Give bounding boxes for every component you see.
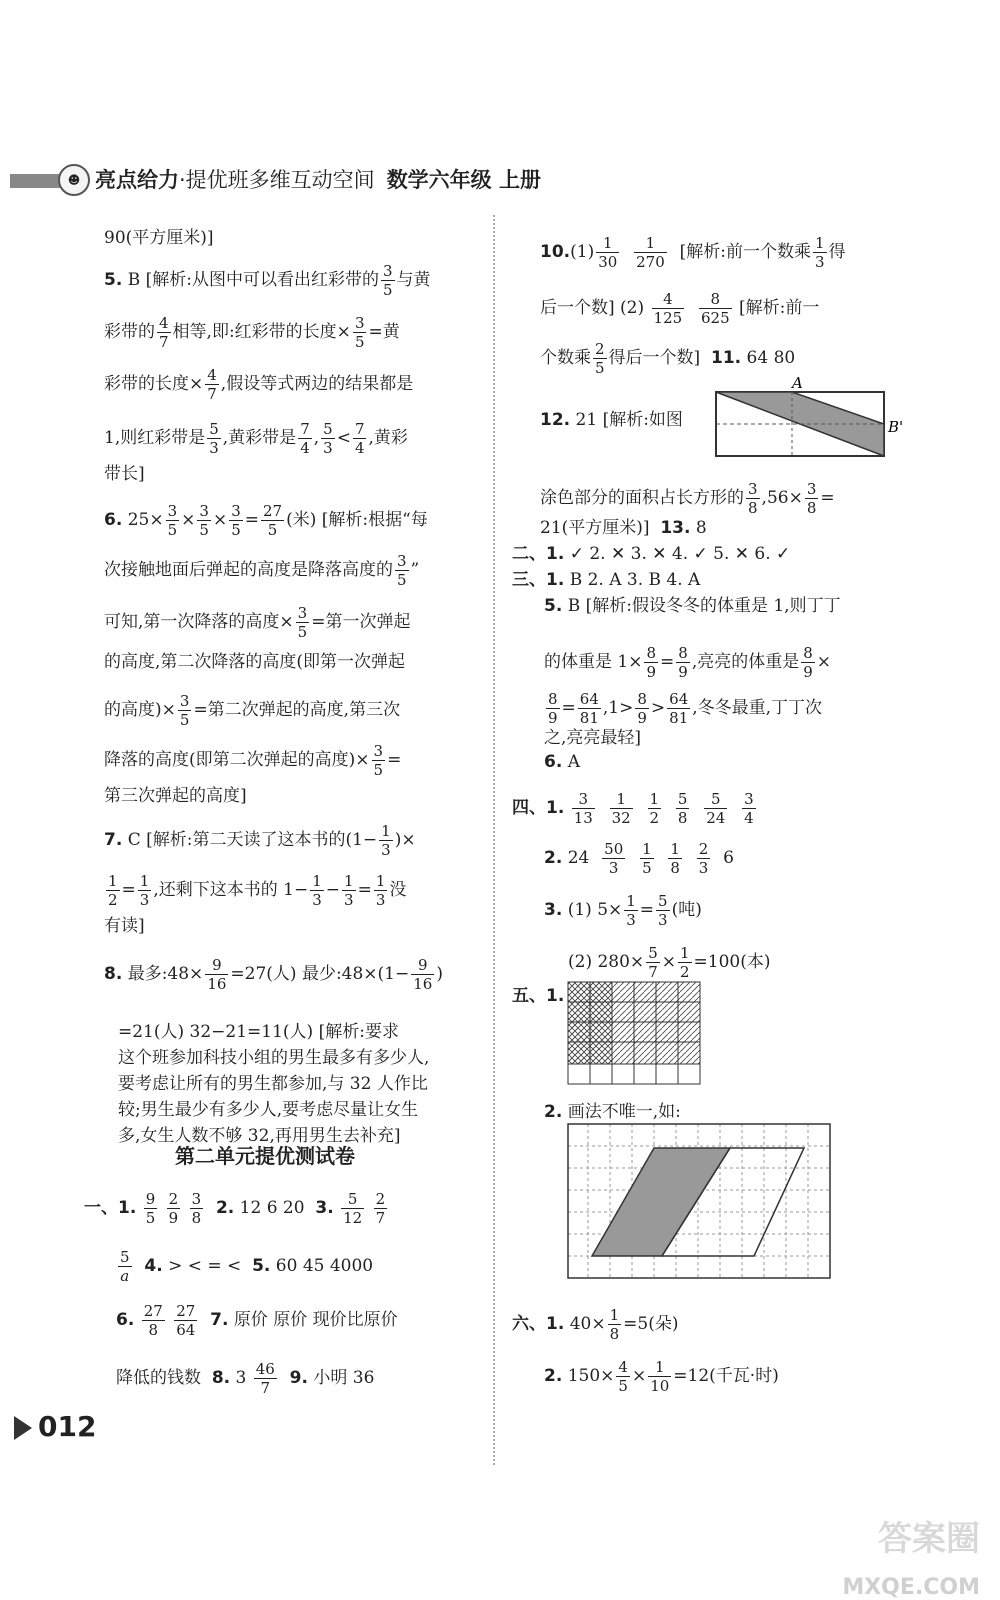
fraction-numerator: 4 — [618, 1358, 628, 1376]
answer-5-line4: 1,则红彩带是 $\frac{5}{3}$ ,黄彩带是 $\frac{7}{4}$ , $\frac{5}{3}$ < $\frac{7}{4}$ ,黄彩 — [104, 420, 408, 457]
fraction — [261, 502, 284, 539]
fraction-denominator: 3 — [323, 439, 333, 457]
part3-line6: 6. A — [544, 752, 580, 772]
part1-line4: 降低的钱数 8. 3 $\frac{46}{7}$ 9. 小明 36 — [116, 1360, 375, 1397]
answer-12-line3: 21(平方厘米)] 13. 8 — [540, 518, 707, 538]
fraction — [572, 790, 595, 827]
fraction-denominator: 7 — [207, 385, 217, 403]
fraction-numerator: 5 — [120, 1248, 130, 1266]
fraction-denominator: 5 — [167, 521, 178, 539]
fraction — [411, 956, 434, 993]
fraction-numerator: 5 — [341, 1190, 364, 1209]
fraction — [593, 340, 607, 377]
answer-10-line2: 后一个数] (2) $\frac{4}{125}$ $\frac{8}{625}$ [解析:前一 — [540, 290, 820, 327]
fraction-denominator: 3 — [344, 891, 354, 909]
answer-8-line5: 较;男生最少有多少人,要考虑尽量让女生 — [118, 1100, 419, 1120]
fraction-numerator: 3 — [382, 262, 393, 280]
fraction — [167, 1190, 181, 1227]
fraction — [106, 872, 120, 909]
column-divider — [493, 215, 495, 1465]
fraction-denominator: 5 — [618, 1377, 628, 1395]
part5-line2: 2. 画法不唯一,如: — [544, 1102, 681, 1122]
fraction-numerator: 5 — [677, 790, 688, 808]
fraction — [190, 1190, 204, 1227]
fraction-numerator: 1 — [610, 790, 633, 809]
fraction-denominator: 30 — [598, 253, 618, 271]
fraction-denominator: 10 — [650, 1377, 670, 1395]
fraction — [353, 314, 367, 351]
fraction-numerator: 3 — [191, 1190, 202, 1208]
fraction — [342, 872, 356, 909]
fraction-denominator: 3 — [139, 891, 150, 909]
rectangle-figure — [712, 376, 912, 466]
fraction-numerator: 27 — [262, 502, 283, 520]
fraction-denominator: 3 — [381, 841, 391, 859]
fraction — [321, 420, 335, 457]
fraction-denominator: 5 — [373, 761, 384, 779]
fraction-numerator: 3 — [167, 502, 178, 520]
answer-5-line1: 5. B [解析:从图中可以看出红彩带的 $\frac{3}{5}$ 与黄 — [104, 262, 431, 299]
fraction-numerator: 1 — [609, 1306, 620, 1324]
fraction-numerator: 4 — [207, 366, 217, 384]
grid-figure-2 — [566, 1122, 836, 1282]
answer-6-line4: 的高度,第二次降落的高度(即第一次弹起 — [104, 652, 406, 672]
fraction-numerator: 8 — [678, 644, 688, 662]
fraction-numerator: 50 — [604, 840, 624, 858]
fraction-denominator: 7 — [375, 1209, 386, 1227]
fraction-denominator: 5 — [354, 333, 365, 351]
fraction — [205, 956, 228, 993]
fraction — [207, 420, 221, 457]
fraction-numerator: 5 — [209, 420, 219, 438]
part1-line3: 6. $\frac{27}{8}$ $\frac{27}{64}$ 7. 原价 原价 现价比原价 — [116, 1302, 398, 1339]
fraction-denominator: 7 — [159, 333, 169, 351]
fraction-denominator: 16 — [413, 975, 433, 993]
fraction-denominator: 5 — [595, 359, 605, 377]
fraction — [635, 690, 649, 727]
fraction-denominator: 9 — [168, 1209, 179, 1227]
fraction — [616, 1358, 630, 1395]
fraction-numerator: 9 — [145, 1190, 156, 1208]
part5-label: 五、1. — [512, 986, 565, 1006]
fraction — [805, 480, 819, 517]
fraction-numerator: 2 — [375, 1190, 386, 1208]
fraction — [178, 692, 192, 729]
fraction-numerator: 9 — [411, 956, 434, 975]
fraction-numerator: 1 — [642, 840, 652, 858]
answer-6-line5: 的高度)× $\frac{3}{5}$ =第二次弹起的高度,第三次 — [104, 692, 401, 729]
part4-line1: 四、1. $\frac{3}{13}$ $\frac{1}{32}$ $\frac{1}{2}$ $\frac{5}{8}$ $\frac{5}{24}$ $\frac{3}{4}$ — [512, 790, 754, 827]
fraction — [602, 840, 625, 877]
fraction-numerator: 3 — [179, 692, 190, 710]
fraction — [646, 944, 660, 981]
part3-line4: $\frac{8}{9}$ = $\frac{64}{81}$ ,1> $\frac{8}{9}$ > $\frac{64}{81}$ ,冬冬最重,丁丁次 — [548, 690, 823, 727]
watermark-logo: 答案圈 — [878, 1519, 980, 1559]
fraction — [578, 690, 601, 727]
page-header — [0, 160, 1000, 200]
fraction — [353, 420, 367, 457]
fraction-numerator: 8 — [646, 644, 657, 662]
fraction — [379, 822, 393, 859]
fraction — [697, 840, 711, 877]
fraction-denominator: 3 — [209, 439, 219, 457]
fraction-numerator: 1 — [344, 872, 354, 890]
answer-10-line3: 个数乘 $\frac{2}{5}$ 得后一个数] 11. 64 80 — [540, 340, 796, 377]
fraction-denominator: 5 — [199, 521, 209, 539]
fraction-denominator: 125 — [653, 309, 683, 327]
answer-7-line1: 7. C [解析:第二天读了这本书的(1− $\frac{1}{3}$ )× — [104, 822, 416, 859]
fraction-numerator: 8 — [548, 690, 558, 708]
fraction — [157, 314, 171, 351]
fraction-numerator: 8 — [803, 644, 813, 662]
fraction-numerator: 3 — [199, 502, 209, 520]
part1-line2: $\frac{5}{a}$ 4. > < = < 5. 60 45 4000 — [120, 1248, 374, 1285]
fraction — [610, 790, 633, 827]
fraction-numerator: 3 — [397, 552, 407, 570]
fraction — [205, 366, 219, 403]
fraction — [678, 944, 692, 981]
fraction-denominator: 5 — [382, 281, 393, 299]
fraction-denominator: 4 — [300, 439, 310, 457]
fraction-numerator: 1 — [648, 1358, 671, 1377]
fraction-denominator: a — [120, 1267, 130, 1285]
fraction-denominator: 625 — [700, 309, 730, 327]
fraction-numerator: 27 — [143, 1302, 163, 1320]
brand-logo-icon: ☻ — [58, 164, 90, 196]
fraction — [608, 1306, 622, 1343]
fraction-numerator: 8 — [637, 690, 647, 708]
fraction-denominator: 5 — [397, 571, 407, 589]
fraction — [667, 690, 690, 727]
fraction-denominator: 81 — [669, 709, 689, 727]
fraction-denominator: 3 — [814, 253, 825, 271]
fraction-denominator: 3 — [658, 911, 668, 929]
fraction-numerator: 1 — [814, 234, 825, 252]
fraction-numerator: 64 — [579, 690, 599, 708]
answer-6-line1: 6. 25× $\frac{3}{5}$ × $\frac{3}{5}$ × $\frac{3}{5}$ = $\frac{27}{5}$ (米) [解析:根据“每 — [104, 502, 428, 539]
fraction — [298, 420, 312, 457]
fraction-denominator: 3 — [375, 891, 386, 909]
fraction-numerator: 1 — [381, 822, 391, 840]
fraction-numerator: 1 — [649, 790, 660, 808]
fraction-numerator: 1 — [626, 892, 636, 910]
fraction-denominator: 5 — [231, 521, 241, 539]
answer-6-line6: 降落的高度(即第二次弹起的高度)× $\frac{3}{5}$ = — [104, 742, 402, 779]
fraction-numerator: 1 — [375, 872, 386, 890]
header-bar — [10, 174, 60, 188]
fraction-numerator: 3 — [572, 790, 595, 809]
answer-12-line1: 12. 21 [解析:如图 — [540, 410, 683, 430]
fraction-numerator: 1 — [596, 234, 619, 253]
fraction — [374, 872, 388, 909]
fraction-numerator: 7 — [300, 420, 310, 438]
answer-6-line3: 可知,第一次降落的高度× $\frac{3}{5}$ =第一次弹起 — [104, 604, 411, 641]
fraction — [381, 262, 395, 299]
fraction-denominator: 5 — [642, 859, 652, 877]
fraction — [138, 872, 152, 909]
fraction-numerator: 1 — [139, 872, 150, 890]
fraction-denominator: 64 — [176, 1321, 196, 1339]
fraction-denominator: 8 — [609, 1325, 620, 1343]
fraction-denominator: 12 — [343, 1209, 363, 1227]
fraction-denominator: 8 — [148, 1321, 159, 1339]
fraction-numerator: 3 — [806, 480, 817, 498]
fraction-numerator: 3 — [748, 480, 758, 498]
fraction-numerator: 2 — [698, 840, 709, 858]
fraction — [254, 1360, 277, 1397]
fraction — [395, 552, 409, 589]
answer-12-line2: 涂色部分的面积占长方形的 $\frac{3}{8}$ ,56× $\frac{3}{8}$ = — [540, 480, 835, 517]
fraction — [118, 1248, 132, 1285]
fraction-denominator: 8 — [191, 1209, 202, 1227]
part4-line2: 2. 24 $\frac{50}{3}$ $\frac{1}{5}$ $\frac{1}{8}$ $\frac{2}{3}$ 6 — [544, 840, 734, 877]
fraction — [624, 892, 638, 929]
answer-5-line2: 彩带的 $\frac{4}{7}$ 相等,即:红彩带的长度× $\frac{3}{5}$ =黄 — [104, 314, 400, 351]
fraction — [746, 480, 760, 517]
subject-grade: 数学六年级 上册 — [386, 168, 541, 192]
fraction — [801, 644, 815, 681]
fraction-denominator: 9 — [678, 663, 688, 681]
part1-line1: 一、1. $\frac{9}{5}$ $\frac{2}{9}$ $\frac{3}{8}$ 2. 12 6 20 3. $\frac{5}{12}$ $\frac{2}{7}$ — [84, 1190, 386, 1227]
fraction-denominator: 7 — [648, 963, 658, 981]
fraction — [142, 1302, 165, 1339]
text-line: 90(平方厘米)] — [104, 228, 214, 248]
page-arrow-icon — [14, 1416, 32, 1440]
fraction-denominator: 32 — [611, 809, 631, 827]
fraction — [166, 502, 180, 539]
answer-8-line1: 8. 最多:48× $\frac{9}{16}$ =27(人) 最少:48×(1− $\frac{9}{16}$ ) — [104, 956, 443, 993]
fraction — [596, 234, 619, 271]
fraction-numerator: 3 — [744, 790, 754, 808]
series-name: ·提优班多维互动空间 — [179, 168, 375, 192]
fraction-denominator: 8 — [677, 809, 688, 827]
fraction-numerator: 4 — [652, 290, 685, 309]
fraction-numerator: 5 — [648, 944, 658, 962]
fraction — [640, 840, 654, 877]
part4-line3: 3. (1) 5× $\frac{1}{3}$ = $\frac{5}{3}$ (吨) — [544, 892, 702, 929]
header-title — [95, 164, 541, 194]
part2-line: 二、1. ✓ 2. ✕ 3. ✕ 4. ✓ 5. ✕ 6. ✓ — [512, 544, 791, 564]
answer-8-line2: =21(人) 32−21=11(人) [解析:要求 — [118, 1022, 399, 1042]
page-number: 012 — [14, 1410, 96, 1443]
fraction — [742, 790, 756, 827]
brand-name: 亮点给力 — [95, 168, 179, 192]
fraction-denominator: 8 — [748, 499, 758, 517]
answer-8-line4: 要考虑让所有的男生都参加,与 32 人作比 — [118, 1074, 428, 1094]
fraction-denominator: 16 — [207, 975, 227, 993]
fraction-numerator: 8 — [699, 290, 732, 309]
fraction — [229, 502, 243, 539]
answer-7-line2: $\frac{1}{2}$ = $\frac{1}{3}$ ,还剩下这本书的 1− $\frac{1}{3}$ − $\frac{1}{3}$ = $\frac{1}{3}$ 没 — [108, 872, 407, 909]
fraction — [372, 742, 386, 779]
grid-figure-1 — [566, 980, 706, 1090]
part3-line5: 之,亮亮最轻] — [544, 728, 642, 748]
fraction-numerator: 64 — [669, 690, 689, 708]
fraction-numerator: 3 — [297, 604, 308, 622]
fraction — [144, 1190, 158, 1227]
fraction-numerator: 5 — [658, 892, 668, 910]
fraction-denominator: 2 — [649, 809, 660, 827]
answer-5-line5: 带长] — [104, 464, 145, 484]
fraction-numerator: 9 — [205, 956, 228, 975]
part6-line2: 2. 150× $\frac{4}{5}$ × $\frac{1}{10}$ =12(千瓦·时) — [544, 1358, 779, 1395]
section-title: 第二单元提优测试卷 — [175, 1144, 355, 1168]
fraction — [648, 790, 662, 827]
fraction — [652, 290, 685, 327]
fraction-denominator: 5 — [297, 623, 308, 641]
fraction-denominator: 3 — [312, 891, 322, 909]
fraction — [310, 872, 324, 909]
fraction-numerator: 3 — [373, 742, 384, 760]
answer-10-line1: 10.(1) $\frac{1}{30}$ $\frac{1}{270}$ [解析:前一个数乘 $\frac{1}{3}$ 得 — [540, 234, 846, 271]
fraction-numerator: 1 — [679, 944, 690, 962]
fraction-numerator: 5 — [704, 790, 727, 809]
fraction — [676, 790, 690, 827]
fraction-denominator: 8 — [806, 499, 817, 517]
fraction-denominator: 9 — [548, 709, 558, 727]
fraction-numerator: 4 — [159, 314, 169, 332]
fraction-denominator: 81 — [579, 709, 599, 727]
fraction — [374, 1190, 388, 1227]
fraction-numerator: 7 — [354, 420, 365, 438]
point-a-label: A — [792, 376, 803, 392]
fraction-numerator: 1 — [634, 234, 667, 253]
point-b-label: B' — [888, 418, 904, 436]
fraction-denominator: 8 — [670, 859, 680, 877]
answer-6-line2: 次接触地面后弹起的高度是降落高度的 $\frac{3}{5}$ ” — [104, 552, 420, 589]
fraction-numerator: 2 — [595, 340, 605, 358]
answer-8-line3: 这个班参加科技小组的男生最多有多少人, — [118, 1048, 430, 1068]
fraction — [676, 644, 690, 681]
fraction-denominator: 3 — [608, 859, 619, 877]
fraction-numerator: 3 — [231, 502, 241, 520]
fraction-denominator: 13 — [573, 809, 593, 827]
fraction-denominator: 5 — [145, 1209, 156, 1227]
fraction-numerator: 46 — [255, 1360, 275, 1378]
fraction-denominator: 9 — [803, 663, 813, 681]
fraction-denominator: 4 — [354, 439, 365, 457]
fraction-numerator: 3 — [354, 314, 365, 332]
part3-line3: 的体重是 1× $\frac{8}{9}$ = $\frac{8}{9}$ ,亮亮的体重是 $\frac{8}{9}$ × — [544, 644, 832, 681]
fraction-denominator: 9 — [637, 709, 647, 727]
fraction — [546, 690, 560, 727]
fraction-numerator: 1 — [670, 840, 680, 858]
fraction-denominator: 270 — [636, 253, 665, 271]
fraction-denominator: 9 — [646, 663, 657, 681]
fraction-denominator: 7 — [260, 1379, 271, 1397]
part4-line4: (2) 280× $\frac{5}{7}$ × $\frac{1}{2}$ =100(本) — [568, 944, 771, 981]
watermark-url: MXQE.COM — [842, 1575, 980, 1600]
fraction — [644, 644, 658, 681]
fraction-numerator: 27 — [176, 1302, 196, 1320]
fraction — [341, 1190, 364, 1227]
fraction-denominator: 2 — [108, 891, 118, 909]
fraction-denominator: 2 — [679, 963, 690, 981]
answer-5-line3: 彩带的长度× $\frac{4}{7}$ ,假设等式两边的结果都是 — [104, 366, 414, 403]
fraction-denominator: 24 — [706, 809, 726, 827]
shaded-parallelogram — [592, 1148, 730, 1256]
fraction — [813, 234, 827, 271]
fraction-denominator: 3 — [626, 911, 636, 929]
part3-line2: 5. B [解析:假设冬冬的体重是 1,则丁丁 — [544, 596, 841, 616]
fraction-numerator: 1 — [108, 872, 118, 890]
fraction-denominator: 3 — [698, 859, 709, 877]
fraction — [704, 790, 727, 827]
answer-8-line6: 多,女生人数不够 32,再用男生去补充] — [118, 1126, 401, 1146]
fraction-denominator: 5 — [267, 521, 278, 539]
part3-line1: 三、1. B 2. A 3. B 4. A — [512, 570, 701, 590]
fraction-denominator: 5 — [179, 711, 190, 729]
fraction — [656, 892, 670, 929]
fraction-numerator: 2 — [168, 1190, 179, 1208]
fraction — [296, 604, 310, 641]
fraction — [634, 234, 667, 271]
fraction — [174, 1302, 197, 1339]
fraction-denominator: 4 — [744, 809, 754, 827]
answer-6-line7: 第三次弹起的高度] — [104, 786, 247, 806]
fraction — [668, 840, 682, 877]
fraction — [648, 1358, 671, 1395]
fraction-numerator: 1 — [312, 872, 322, 890]
fraction-numerator: 5 — [323, 420, 333, 438]
answer-7-line3: 有读] — [104, 916, 145, 936]
fraction — [699, 290, 732, 327]
fraction — [197, 502, 211, 539]
part6-line1: 六、1. 40× $\frac{1}{8}$ =5(朵) — [512, 1306, 679, 1343]
